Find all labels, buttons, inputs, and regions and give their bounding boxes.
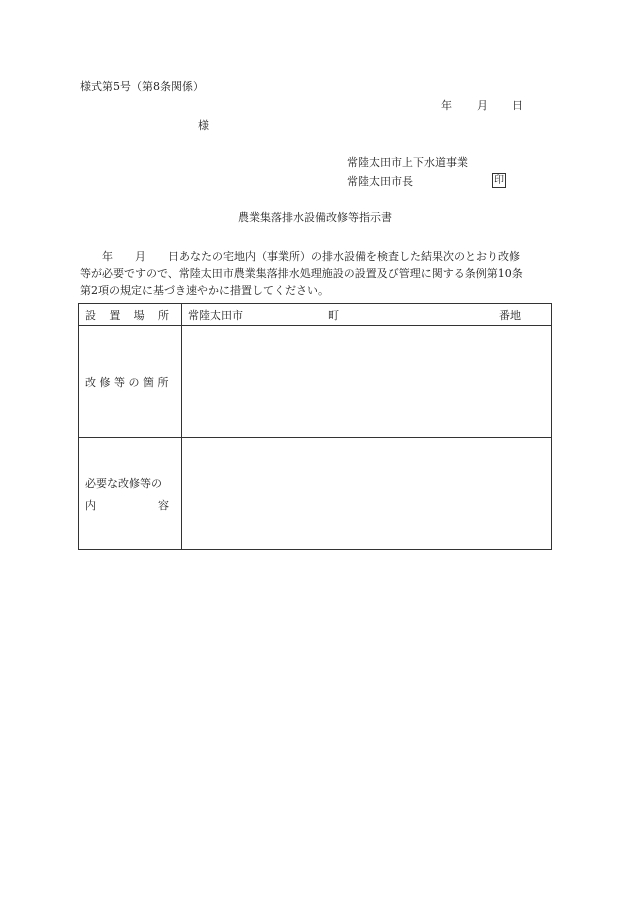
required-repair-label-char: 容 (158, 498, 169, 512)
location-label (79, 304, 182, 326)
date-year: 年 (441, 99, 452, 112)
location-city: 常陸太田市 (188, 308, 243, 322)
document-title: 農業集落排水設備改修等指示書 (238, 211, 392, 224)
location-label-char: 置 (109, 308, 121, 322)
table-row-location (79, 304, 552, 326)
body-line: 年 月 日あなたの宅地内（事業所）の排水設備を検査した結果次のとおり改修 (80, 250, 520, 263)
body-text (80, 248, 558, 299)
addressee-suffix: 様 (198, 119, 209, 132)
location-label-char: 設 (85, 308, 96, 322)
issuer-organization: 常陸太田市上下水道事業 (347, 156, 468, 169)
date-month: 月 (477, 99, 488, 112)
repair-area-value[interactable] (182, 326, 552, 438)
required-repair-label (79, 438, 182, 550)
form-number: 様式第5号（第8条関係） (80, 80, 204, 93)
required-repair-value[interactable] (182, 438, 552, 550)
body-line: 等が必要ですので、常陸太田市農業集落排水処理施設の設置及び管理に関する条例第10条 (80, 267, 523, 280)
date-line (441, 99, 523, 113)
location-label-char: 場 (133, 308, 145, 322)
location-lot: 番地 (499, 308, 521, 322)
detail-table (78, 303, 552, 550)
repair-area-label: 改 修 等 の 箇 所 (79, 326, 182, 438)
date-day: 日 (512, 99, 523, 112)
location-town: 町 (328, 308, 339, 322)
required-repair-label-line1: 必要な改修等の (85, 476, 162, 490)
table-row-repair-area (79, 326, 552, 438)
required-repair-label-char: 内 (85, 498, 96, 512)
table-row-required-repair (79, 438, 552, 550)
body-line: 第2項の規定に基づき速やかに措置してください。 (80, 284, 329, 297)
location-label-char: 所 (157, 308, 169, 322)
location-value (182, 304, 552, 326)
seal-stamp: 印 (494, 175, 504, 186)
issuer-title: 常陸太田市長 (347, 175, 413, 188)
